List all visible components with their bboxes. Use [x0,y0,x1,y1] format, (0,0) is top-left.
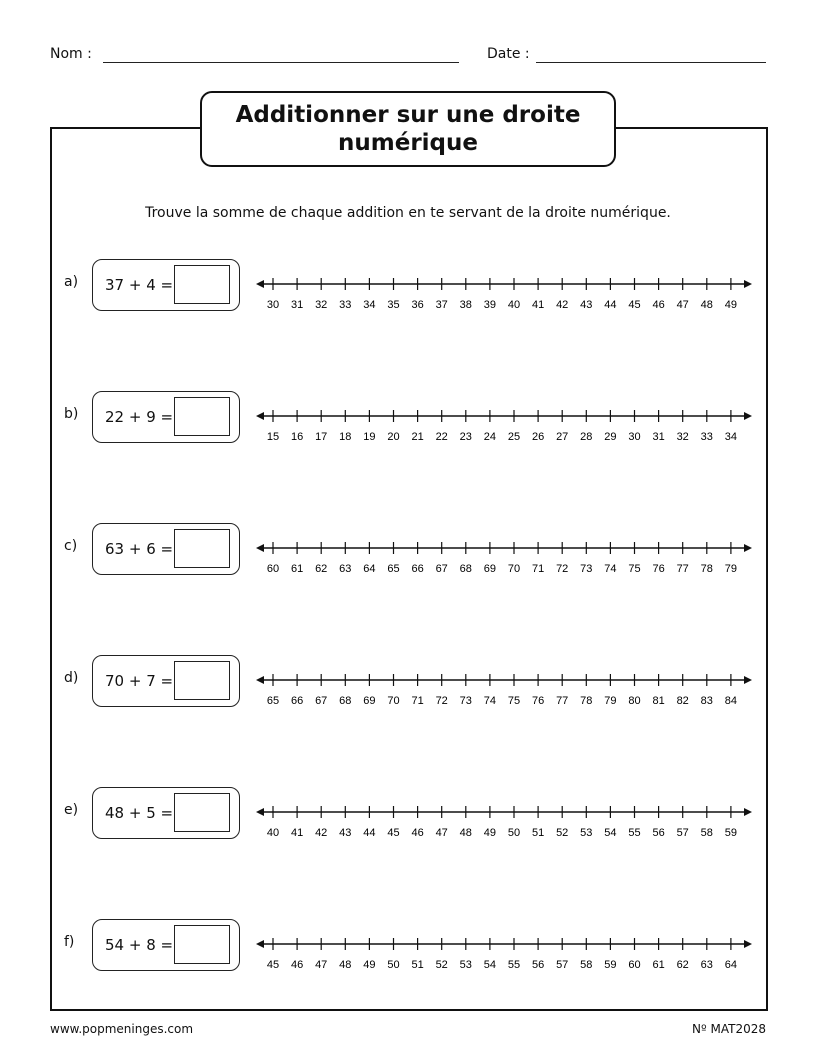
tick-label: 23 [459,431,472,443]
tick-label: 45 [266,959,280,971]
tick-label: 43 [580,299,593,311]
problem-label: c) [64,538,78,554]
left-arrow-icon [256,280,264,288]
tick-label: 33 [700,431,713,443]
footer-code: Nº MAT2028 [692,1022,766,1036]
left-arrow-icon [256,412,264,420]
tick-label: 67 [435,563,448,575]
tick-label: 48 [700,299,713,311]
tick-label: 55 [628,827,641,839]
name-field[interactable] [103,62,459,63]
tick-label: 60 [628,959,641,971]
tick-label: 52 [435,959,448,971]
tick-label: 84 [724,695,738,707]
tick-label: 49 [363,959,376,971]
tick-label: 62 [315,563,328,575]
tick-label: 64 [724,959,738,971]
tick-label: 69 [363,695,376,707]
footer-website: www.popmeninges.com [50,1022,194,1036]
tick-label: 31 [652,431,665,443]
tick-label: 34 [724,431,738,443]
equation-text: 70 + 7 = [105,672,174,690]
equation-text: 63 + 6 = [105,540,174,558]
number-line [250,792,760,842]
tick-label: 66 [411,563,424,575]
tick-label: 81 [652,695,665,707]
tick-label: 73 [459,695,472,707]
tick-label: 49 [483,827,497,839]
tick-label: 55 [507,959,521,971]
number-line [250,264,760,314]
tick-label: 74 [604,563,617,575]
tick-label: 47 [676,299,689,311]
tick-label: 61 [290,563,304,575]
problem-label: f) [64,934,75,950]
tick-label: 50 [387,959,400,971]
tick-label: 42 [556,299,569,311]
tick-label: 53 [459,959,472,971]
tick-label: 51 [531,827,545,839]
answer-box[interactable] [174,661,230,700]
problem-row [0,650,816,710]
tick-label: 56 [531,959,545,971]
tick-label: 58 [700,827,713,839]
tick-label: 42 [315,827,328,839]
right-arrow-icon [744,412,752,420]
tick-label: 22 [435,431,448,443]
problem-row [0,782,816,842]
left-arrow-icon [256,940,264,948]
tick-label: 64 [363,563,376,575]
equation-box [92,391,240,443]
equation-box [92,259,240,311]
right-arrow-icon [744,808,752,816]
tick-label: 40 [266,827,280,839]
number-line [250,396,760,446]
page-title: Additionner sur une droite numérique [235,102,581,156]
instruction: Trouve la somme de chaque addition en te servant de la droite numérique. [145,205,671,221]
tick-label: 36 [411,299,424,311]
tick-label: 76 [652,563,665,575]
tick-label: 53 [580,827,593,839]
equation-text: 22 + 9 = [105,408,174,426]
right-arrow-icon [744,676,752,684]
left-arrow-icon [256,676,264,684]
tick-label: 79 [724,563,738,575]
tick-label: 37 [435,299,448,311]
tick-label: 26 [531,431,545,443]
tick-label: 15 [266,431,280,443]
tick-label: 79 [604,695,617,707]
date-label: Date : [487,46,530,62]
tick-label: 18 [339,431,352,443]
answer-box[interactable] [174,925,230,964]
left-arrow-icon [256,808,264,816]
answer-box[interactable] [174,529,230,568]
tick-label: 65 [387,563,400,575]
equation-box [92,523,240,575]
tick-label: 29 [604,431,617,443]
tick-label: 59 [604,959,617,971]
tick-label: 20 [387,431,400,443]
tick-label: 30 [266,299,280,311]
tick-label: 38 [459,299,472,311]
tick-label: 46 [652,299,665,311]
tick-label: 35 [387,299,400,311]
tick-label: 78 [700,563,713,575]
tick-label: 80 [628,695,641,707]
tick-label: 60 [266,563,280,575]
tick-label: 75 [507,695,521,707]
equation-text: 54 + 8 = [105,936,174,954]
tick-label: 75 [628,563,641,575]
tick-label: 30 [628,431,641,443]
title-box [200,91,616,167]
tick-label: 45 [387,827,400,839]
tick-label: 46 [411,827,424,839]
tick-label: 76 [531,695,545,707]
tick-label: 52 [556,827,569,839]
equation-box [92,655,240,707]
tick-label: 48 [459,827,472,839]
problem-label: b) [64,406,79,422]
problem-label: a) [64,274,79,290]
tick-label: 48 [339,959,352,971]
tick-label: 82 [676,695,689,707]
tick-label: 44 [363,827,376,839]
equation-text: 48 + 5 = [105,804,174,822]
tick-label: 63 [339,563,352,575]
number-line [250,528,760,578]
tick-label: 49 [724,299,738,311]
tick-label: 54 [483,959,497,971]
tick-label: 41 [531,299,545,311]
tick-label: 77 [556,695,569,707]
tick-label: 58 [580,959,593,971]
tick-label: 68 [459,563,472,575]
tick-label: 40 [507,299,521,311]
tick-label: 47 [315,959,328,971]
tick-label: 68 [339,695,352,707]
tick-label: 45 [628,299,641,311]
number-line [250,924,760,974]
tick-label: 32 [676,431,689,443]
equation-box [92,787,240,839]
tick-label: 46 [290,959,304,971]
tick-label: 19 [363,431,376,443]
tick-label: 63 [700,959,713,971]
problem-row [0,254,816,314]
tick-label: 83 [700,695,713,707]
tick-label: 33 [339,299,352,311]
tick-label: 70 [507,563,521,575]
name-label: Nom : [50,46,92,62]
tick-label: 57 [676,827,689,839]
right-arrow-icon [744,940,752,948]
tick-label: 72 [556,563,569,575]
tick-label: 65 [266,695,280,707]
tick-label: 24 [483,431,497,443]
tick-label: 71 [531,563,545,575]
tick-label: 44 [604,299,617,311]
date-field[interactable] [536,62,766,63]
problem-row [0,386,816,446]
tick-label: 34 [363,299,376,311]
tick-label: 27 [556,431,569,443]
tick-label: 28 [580,431,593,443]
tick-label: 51 [411,959,424,971]
problem-row [0,914,816,974]
number-line [250,660,760,710]
tick-label: 54 [604,827,617,839]
tick-label: 25 [507,431,521,443]
tick-label: 50 [507,827,521,839]
tick-label: 59 [724,827,738,839]
answer-box[interactable] [174,397,230,436]
right-arrow-icon [744,544,752,552]
tick-label: 43 [339,827,352,839]
tick-label: 21 [411,431,424,443]
tick-label: 77 [676,563,689,575]
right-arrow-icon [744,280,752,288]
tick-label: 61 [652,959,665,971]
problem-row [0,518,816,578]
tick-label: 74 [483,695,497,707]
answer-box[interactable] [174,265,230,304]
tick-label: 71 [411,695,424,707]
equation-box [92,919,240,971]
tick-label: 17 [315,431,328,443]
tick-label: 62 [676,959,689,971]
answer-box[interactable] [174,793,230,832]
tick-label: 47 [435,827,448,839]
tick-label: 57 [556,959,569,971]
tick-label: 66 [290,695,304,707]
tick-label: 31 [290,299,304,311]
tick-label: 41 [290,827,304,839]
tick-label: 73 [580,563,593,575]
tick-label: 32 [315,299,328,311]
tick-label: 78 [580,695,593,707]
tick-label: 69 [483,563,497,575]
tick-label: 39 [483,299,497,311]
tick-label: 70 [387,695,400,707]
tick-label: 16 [290,431,304,443]
problem-label: e) [64,802,79,818]
problem-label: d) [64,670,79,686]
left-arrow-icon [256,544,264,552]
tick-label: 56 [652,827,665,839]
equation-text: 37 + 4 = [105,276,174,294]
tick-label: 67 [315,695,328,707]
tick-label: 72 [435,695,448,707]
